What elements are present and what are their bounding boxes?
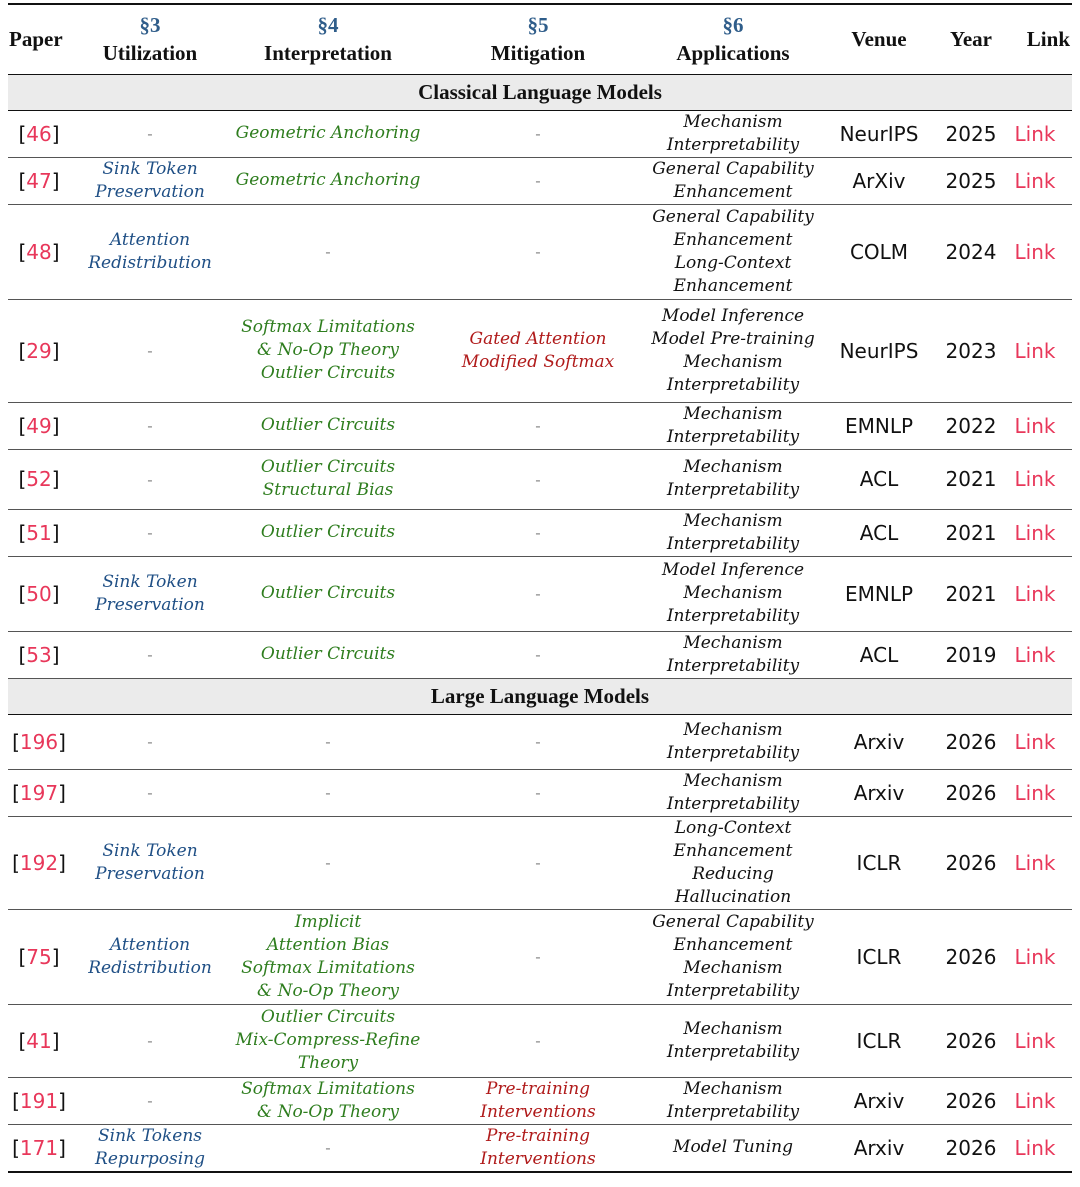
table-row — [8, 556, 1072, 631]
interpretation-cell — [230, 157, 426, 204]
applications-cell — [650, 299, 816, 402]
interpretation-cell — [230, 299, 426, 402]
utilization-line: Preservation — [95, 594, 205, 615]
applications-line: Model Tuning — [673, 1137, 793, 1157]
interpretation-cell — [230, 204, 426, 299]
empty-dash: - — [325, 853, 331, 872]
applications-line: Interpretability — [666, 1041, 800, 1062]
interpretation-cell — [230, 631, 426, 678]
interpretation-line: Outlier Circuits — [260, 522, 396, 542]
venue-cell: ICLR — [816, 816, 942, 909]
paper-link[interactable]: Link — [1000, 402, 1072, 449]
utilization-cell — [70, 769, 230, 816]
venue-cell: EMNLP — [816, 556, 942, 631]
paper-link[interactable]: Link — [1000, 449, 1072, 509]
empty-dash: - — [147, 469, 153, 489]
year-cell: 2022 — [942, 402, 1000, 449]
interpretation-line: Outlier Circuits — [260, 457, 396, 477]
year-cell: 2026 — [942, 816, 1000, 909]
year-cell: 2021 — [942, 509, 1000, 556]
year-cell: 2021 — [942, 449, 1000, 509]
interpretation-cell — [230, 110, 426, 157]
mitigation-cell — [426, 1077, 650, 1124]
applications-line: Hallucination — [674, 886, 792, 907]
header-year: Year — [942, 4, 1000, 74]
table-body — [8, 74, 1072, 1172]
citation-number[interactable]: 48 — [26, 239, 52, 264]
utilization-line: Redistribution — [88, 957, 212, 978]
applications-line: Mechanism — [683, 351, 783, 372]
survey-table — [8, 3, 1072, 1173]
applications-line: Interpretability — [666, 134, 800, 155]
table-row — [8, 157, 1072, 204]
mitigation-line: Interventions — [480, 1101, 596, 1122]
venue-cell: EMNLP — [816, 402, 942, 449]
utilization-cell — [70, 509, 230, 556]
interpretation-line: Geometric Anchoring — [235, 170, 421, 190]
paper-ref[interactable]: [196] — [8, 714, 70, 769]
utilization-line: Repurposing — [95, 1148, 205, 1169]
paper-link[interactable]: Link — [1000, 299, 1072, 402]
mitigation-cell — [426, 556, 650, 631]
header-mitigation-label: Mitigation — [490, 41, 586, 66]
interpretation-cell — [230, 816, 426, 909]
empty-dash: - — [535, 732, 541, 751]
applications-cell — [650, 909, 816, 1004]
paper-ref[interactable]: [50] — [8, 556, 70, 631]
header-venue: Venue — [816, 4, 942, 74]
applications-line: Interpretability — [666, 606, 800, 626]
applications-line: Mechanism — [683, 403, 783, 424]
empty-dash: - — [147, 341, 153, 360]
paper-ref[interactable]: [192] — [8, 816, 70, 909]
venue-cell: ICLR — [816, 1004, 942, 1077]
venue-cell: NeurIPS — [816, 110, 942, 157]
mitigation-cell — [426, 1124, 650, 1172]
citation-number[interactable]: 192 — [19, 850, 59, 875]
header-link: Link — [1000, 4, 1072, 74]
year-cell: 2026 — [942, 769, 1000, 816]
mitigation-line: Pre-training — [485, 1078, 591, 1099]
applications-line: Enhancement — [673, 275, 793, 296]
applications-line: Model Pre-training — [651, 328, 815, 349]
venue-cell: Arxiv — [816, 769, 942, 816]
utilization-cell — [70, 157, 230, 204]
mitigation-cell — [426, 909, 650, 1004]
citation-number[interactable]: 197 — [19, 780, 59, 805]
interpretation-line: & No-Op Theory — [257, 1101, 399, 1122]
utilization-line: Sink Token — [102, 840, 198, 861]
table-row — [8, 714, 1072, 769]
paper-link[interactable]: Link — [1000, 509, 1072, 556]
utilization-cell — [70, 909, 230, 1004]
interpretation-line: Outlier Circuits — [260, 415, 396, 435]
mitigation-cell — [426, 769, 650, 816]
citation-number[interactable]: 191 — [19, 1088, 59, 1113]
header-utilization — [70, 4, 230, 74]
interpretation-line: Softmax Limitations — [241, 957, 415, 978]
utilization-line: Sink Token — [102, 571, 198, 592]
interpretation-cell — [230, 909, 426, 1004]
mitigation-cell — [426, 509, 650, 556]
section-row — [8, 678, 1072, 714]
table-row — [8, 1077, 1072, 1124]
interpretation-cell — [230, 1077, 426, 1124]
paper-ref[interactable]: [52] — [8, 449, 70, 509]
utilization-cell — [70, 204, 230, 299]
venue-cell: ACL — [816, 509, 942, 556]
applications-cell — [650, 509, 816, 556]
applications-cell — [650, 1077, 816, 1124]
citation-number[interactable]: 29 — [26, 338, 52, 363]
mitigation-line: Modified Softmax — [461, 351, 615, 372]
table-row — [8, 1004, 1072, 1077]
empty-dash: - — [535, 416, 541, 435]
utilization-line: Attention — [109, 934, 191, 955]
empty-dash: - — [325, 1138, 331, 1157]
applications-line: Mechanism — [683, 770, 783, 791]
empty-dash: - — [147, 124, 153, 143]
utilization-cell — [70, 1124, 230, 1172]
mitigation-cell — [426, 1004, 650, 1077]
interpretation-cell — [230, 402, 426, 449]
paper-ref[interactable]: [197] — [8, 769, 70, 816]
empty-dash: - — [147, 732, 153, 751]
applications-line: Interpretability — [666, 374, 800, 395]
utilization-cell — [70, 1077, 230, 1124]
year-cell: 2026 — [942, 1004, 1000, 1077]
paper-link[interactable]: Link — [1000, 1077, 1072, 1124]
applications-line: Mechanism — [683, 457, 783, 477]
empty-dash: - — [535, 171, 541, 190]
applications-line: Mechanism — [683, 111, 783, 132]
year-cell: 2026 — [942, 1077, 1000, 1124]
citation-number[interactable]: 49 — [26, 413, 52, 438]
applications-line: Mechanism — [683, 957, 783, 978]
header-applications — [650, 4, 816, 74]
utilization-line: Sink Token — [102, 158, 198, 179]
year-cell: 2024 — [942, 204, 1000, 299]
venue-cell: ACL — [816, 449, 942, 509]
table-row — [8, 631, 1072, 678]
applications-line: Mechanism — [683, 510, 783, 531]
header-utilization-section: §3 — [139, 13, 161, 38]
applications-cell — [650, 449, 816, 509]
applications-line: Long-Context — [674, 252, 792, 273]
paper-link[interactable]: Link — [1000, 110, 1072, 157]
paper-ref[interactable]: [47] — [8, 157, 70, 204]
utilization-cell — [70, 110, 230, 157]
paper-ref[interactable]: [48] — [8, 204, 70, 299]
citation-number[interactable]: 52 — [26, 467, 52, 491]
applications-line: Reducing — [692, 863, 774, 884]
mitigation-cell — [426, 631, 650, 678]
header-applications-section: §6 — [722, 13, 744, 38]
paper-link[interactable]: Link — [1000, 816, 1072, 909]
utilization-cell — [70, 299, 230, 402]
interpretation-cell — [230, 449, 426, 509]
header-applications-label: Applications — [676, 41, 790, 66]
header-paper: Paper — [8, 4, 70, 74]
applications-cell — [650, 157, 816, 204]
utilization-line: Preservation — [95, 181, 205, 202]
table-row — [8, 299, 1072, 402]
interpretation-cell — [230, 1124, 426, 1172]
header-mitigation — [426, 4, 650, 74]
section-title: Large Language Models — [8, 678, 1072, 714]
mitigation-cell — [426, 449, 650, 509]
interpretation-line: Softmax Limitations — [241, 1078, 415, 1099]
interpretation-line: Outlier Circuits — [260, 1007, 396, 1027]
citation-number[interactable]: 50 — [26, 581, 52, 606]
interpretation-line: Outlier Circuits — [260, 644, 396, 664]
empty-dash: - — [535, 523, 541, 542]
venue-cell: ArXiv — [816, 157, 942, 204]
empty-dash: - — [147, 1091, 153, 1110]
applications-line: General Capability — [652, 158, 814, 179]
applications-line: Enhancement — [673, 934, 793, 955]
applications-line: Mechanism — [683, 719, 783, 740]
year-cell: 2019 — [942, 631, 1000, 678]
empty-dash: - — [325, 783, 331, 802]
mitigation-cell — [426, 714, 650, 769]
table-row — [8, 402, 1072, 449]
interpretation-line: & No-Op Theory — [257, 980, 399, 1001]
utilization-cell — [70, 631, 230, 678]
applications-line: General Capability — [652, 206, 814, 227]
applications-line: Interpretability — [666, 426, 800, 447]
empty-dash: - — [535, 469, 541, 489]
applications-line: Enhancement — [673, 840, 793, 861]
citation-number[interactable]: 47 — [26, 168, 52, 193]
utilization-cell — [70, 816, 230, 909]
interpretation-line: Outlier Circuits — [260, 363, 396, 383]
empty-dash: - — [535, 1031, 541, 1050]
paper-link[interactable]: Link — [1000, 1124, 1072, 1172]
utilization-cell — [70, 1004, 230, 1077]
interpretation-line: Implicit — [294, 911, 362, 932]
paper-link[interactable]: Link — [1000, 769, 1072, 816]
empty-dash: - — [535, 947, 541, 966]
venue-cell: ICLR — [816, 909, 942, 1004]
header-interpretation-section: §4 — [317, 13, 339, 38]
year-cell: 2023 — [942, 299, 1000, 402]
header-mitigation-section: §5 — [527, 13, 549, 38]
applications-line: Mechanism — [683, 583, 783, 603]
utilization-line: Preservation — [95, 863, 205, 884]
empty-dash: - — [535, 853, 541, 872]
paper-link[interactable]: Link — [1000, 157, 1072, 204]
paper-ref[interactable]: [46] — [8, 110, 70, 157]
table-header — [8, 4, 1072, 74]
applications-cell — [650, 1004, 816, 1077]
mitigation-cell — [426, 402, 650, 449]
empty-dash: - — [147, 416, 153, 435]
mitigation-line: Interventions — [480, 1148, 596, 1169]
header-utilization-label: Utilization — [102, 41, 198, 66]
table-row — [8, 909, 1072, 1004]
mitigation-line: Gated Attention — [469, 328, 607, 349]
paper-ref[interactable]: [75] — [8, 909, 70, 1004]
table-row — [8, 110, 1072, 157]
empty-dash: - — [535, 584, 541, 603]
empty-dash: - — [535, 783, 541, 802]
applications-line: Model Inference — [661, 560, 805, 580]
applications-line: Interpretability — [666, 1101, 800, 1122]
mitigation-cell — [426, 157, 650, 204]
header-interpretation — [230, 4, 426, 74]
utilization-cell — [70, 449, 230, 509]
applications-cell — [650, 1124, 816, 1172]
applications-line: Enhancement — [673, 229, 793, 250]
citation-number[interactable]: 53 — [26, 642, 52, 667]
mitigation-cell — [426, 110, 650, 157]
applications-line: General Capability — [652, 911, 814, 932]
year-cell: 2021 — [942, 556, 1000, 631]
citation-number[interactable]: 75 — [26, 944, 52, 969]
applications-cell — [650, 556, 816, 631]
interpretation-line: Softmax Limitations — [241, 317, 415, 337]
paper-link[interactable]: Link — [1000, 909, 1072, 1004]
applications-cell — [650, 204, 816, 299]
year-cell: 2026 — [942, 909, 1000, 1004]
applications-line: Interpretability — [666, 533, 800, 554]
utilization-cell — [70, 402, 230, 449]
paper-link[interactable]: Link — [1000, 1004, 1072, 1077]
venue-cell: Arxiv — [816, 714, 942, 769]
table-row — [8, 1124, 1072, 1172]
mitigation-cell — [426, 299, 650, 402]
interpretation-line: Mix-Compress-Refine — [235, 1030, 421, 1050]
paper-link[interactable]: Link — [1000, 714, 1072, 769]
interpretation-cell — [230, 769, 426, 816]
year-cell: 2026 — [942, 714, 1000, 769]
empty-dash: - — [325, 242, 331, 261]
interpretation-cell — [230, 509, 426, 556]
mitigation-cell — [426, 816, 650, 909]
interpretation-line: Geometric Anchoring — [235, 123, 421, 143]
interpretation-line: Theory — [297, 1053, 359, 1073]
citation-number[interactable]: 171 — [19, 1135, 59, 1160]
year-cell: 2026 — [942, 1124, 1000, 1172]
applications-line: Mechanism — [683, 1018, 783, 1039]
interpretation-line: Structural Bias — [262, 480, 394, 500]
venue-cell: Arxiv — [816, 1077, 942, 1124]
section-row — [8, 74, 1072, 110]
applications-cell — [650, 631, 816, 678]
applications-line: Enhancement — [673, 181, 793, 202]
empty-dash: - — [535, 242, 541, 261]
table-row — [8, 204, 1072, 299]
applications-cell — [650, 110, 816, 157]
interpretation-line: & No-Op Theory — [257, 340, 399, 360]
utilization-cell — [70, 556, 230, 631]
applications-line: Interpretability — [666, 793, 800, 814]
applications-line: Mechanism — [683, 1078, 783, 1099]
mitigation-cell — [426, 204, 650, 299]
venue-cell: ACL — [816, 631, 942, 678]
empty-dash: - — [147, 523, 153, 542]
interpretation-line: Attention Bias — [266, 934, 390, 955]
applications-cell — [650, 816, 816, 909]
paper-ref[interactable]: [41] — [8, 1004, 70, 1077]
utilization-cell — [70, 714, 230, 769]
table-row — [8, 509, 1072, 556]
utilization-line: Redistribution — [88, 252, 212, 273]
utilization-line: Attention — [109, 229, 191, 250]
citation-number[interactable]: 51 — [26, 520, 52, 545]
paper-ref[interactable]: [171] — [8, 1124, 70, 1172]
citation-number[interactable]: 46 — [26, 121, 52, 146]
applications-cell — [650, 714, 816, 769]
interpretation-cell — [230, 714, 426, 769]
paper-ref[interactable]: [49] — [8, 402, 70, 449]
applications-line: Interpretability — [666, 480, 800, 500]
venue-cell: NeurIPS — [816, 299, 942, 402]
paper-link[interactable]: Link — [1000, 204, 1072, 299]
interpretation-cell — [230, 556, 426, 631]
applications-line: Model Inference — [661, 305, 805, 326]
header-interpretation-label: Interpretation — [264, 41, 392, 66]
citation-number[interactable]: 196 — [19, 729, 59, 754]
venue-cell: Arxiv — [816, 1124, 942, 1172]
section-title: Classical Language Models — [8, 74, 1072, 110]
empty-dash: - — [535, 124, 541, 143]
empty-dash: - — [325, 732, 331, 751]
applications-line: Interpretability — [666, 655, 800, 676]
venue-cell: COLM — [816, 204, 942, 299]
table-row — [8, 816, 1072, 909]
paper-ref[interactable]: [29] — [8, 299, 70, 402]
year-cell: 2025 — [942, 110, 1000, 157]
utilization-line: Sink Tokens — [97, 1125, 203, 1146]
applications-line: Mechanism — [683, 632, 783, 653]
paper-ref[interactable]: [53] — [8, 631, 70, 678]
empty-dash: - — [147, 783, 153, 802]
paper-ref[interactable]: [51] — [8, 509, 70, 556]
empty-dash: - — [535, 645, 541, 664]
applications-cell — [650, 402, 816, 449]
interpretation-cell — [230, 1004, 426, 1077]
applications-line: Interpretability — [666, 980, 800, 1001]
applications-line: Interpretability — [666, 742, 800, 763]
year-cell: 2025 — [942, 157, 1000, 204]
table-row — [8, 449, 1072, 509]
paper-link[interactable]: Link — [1000, 556, 1072, 631]
mitigation-line: Pre-training — [485, 1125, 591, 1146]
interpretation-line: Outlier Circuits — [260, 583, 396, 603]
empty-dash: - — [147, 645, 153, 664]
applications-line: Long-Context — [674, 817, 792, 838]
applications-cell — [650, 769, 816, 816]
paper-ref[interactable]: [191] — [8, 1077, 70, 1124]
citation-number[interactable]: 41 — [26, 1028, 52, 1053]
paper-link[interactable]: Link — [1000, 631, 1072, 678]
table-row — [8, 769, 1072, 816]
empty-dash: - — [147, 1031, 153, 1050]
